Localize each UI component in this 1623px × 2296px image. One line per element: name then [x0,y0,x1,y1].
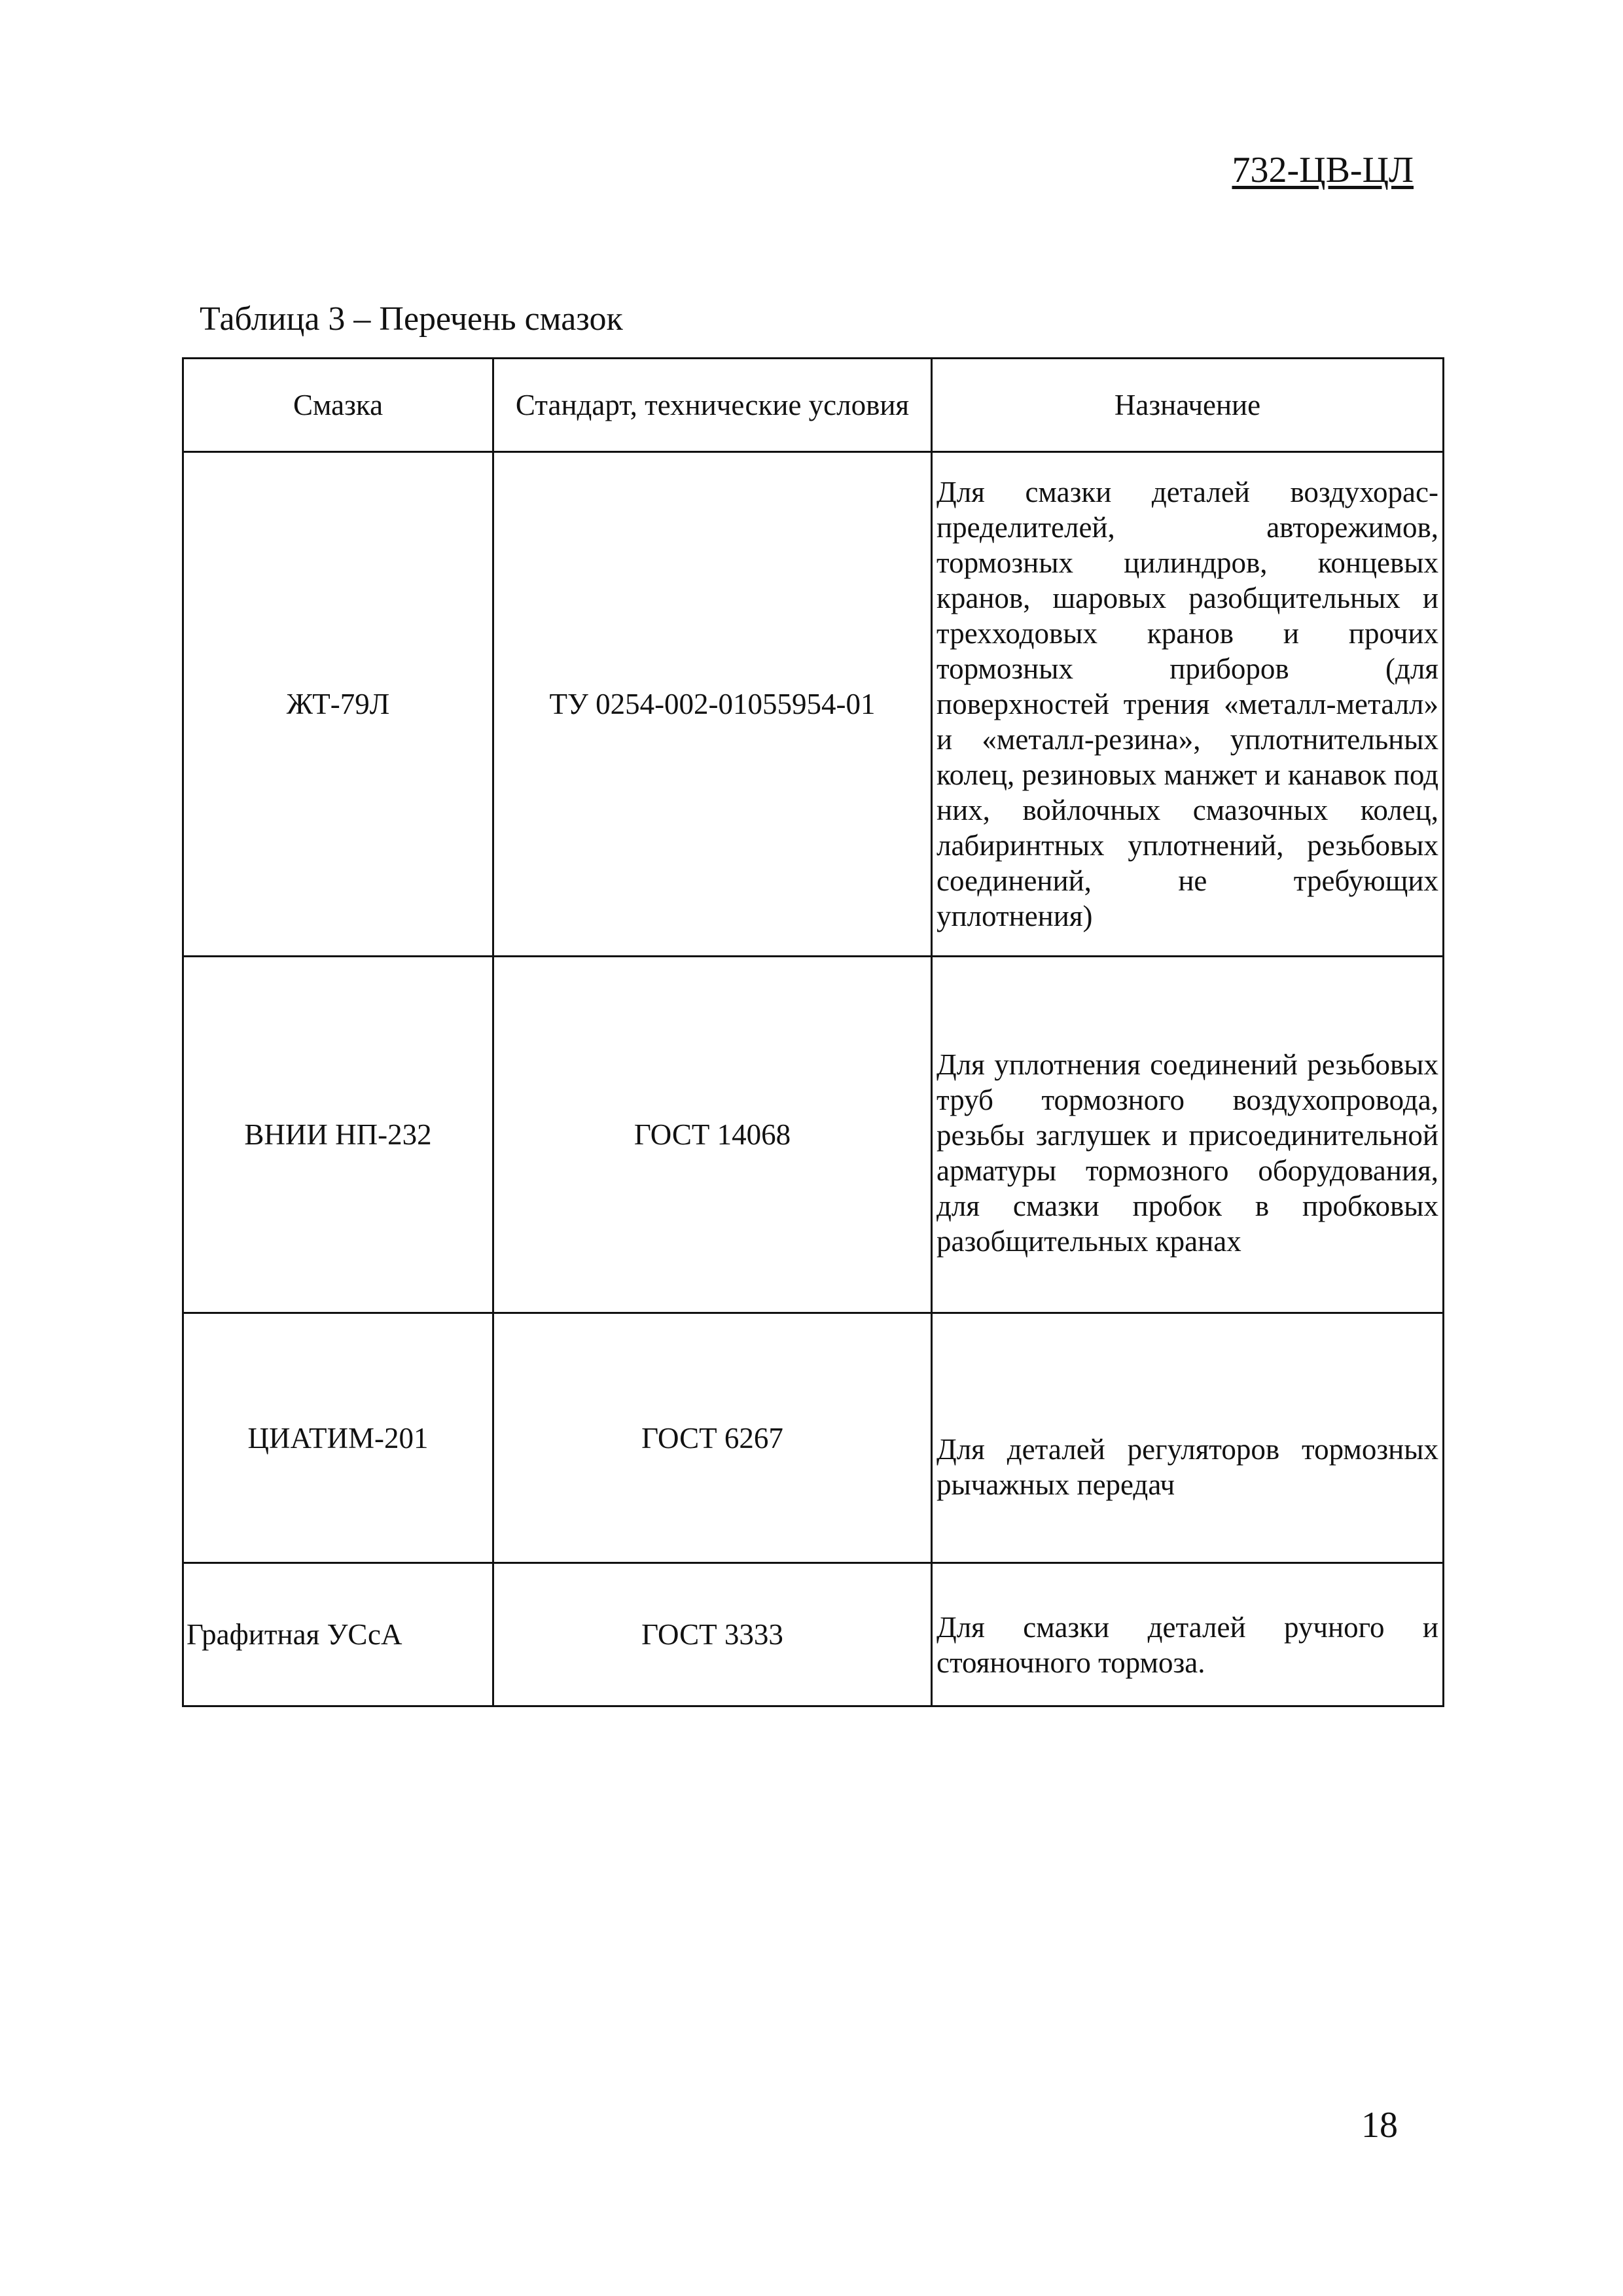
lubricant-standard: ГОСТ 3333 [493,1563,932,1706]
document-code: 732-ЦВ-ЦЛ [1232,150,1414,190]
column-header-purpose: Назначение [932,359,1444,452]
column-header-lubricant: Смазка [183,359,493,452]
table-row [183,452,1444,957]
table-header-row [183,359,1444,452]
table-row [183,957,1444,1313]
column-header-standard: Стандарт, технические условия [493,359,932,452]
lubricant-name: ЦИАТИМ-201 [183,1313,493,1563]
lubricant-purpose: Для смазки деталей воздухорас-пределителей, авторежимов, тормозных цилиндров, концевых кранов, шаровых разобщительных и трехходовых кранов и прочих тормозных приборов (для поверхностей трения «металл-металл» и «металл-резина», уплотнительных колец, резиновых манжет и канавок под них, войлочных смазочных колец, лабиринтных уплотнений, резьбовых соединений, не требующих уплотнения) [932,452,1444,957]
lubricant-name: ЖТ-79Л [183,452,493,957]
table-row [183,1313,1444,1563]
lubricant-standard: ТУ 0254-002-01055954-01 [493,452,932,957]
table-caption: Таблица 3 – Перечень смазок [200,300,623,338]
table-row [183,1563,1444,1706]
page-number: 18 [1361,2105,1398,2146]
lubricant-purpose: Для смазки деталей ручного и стояночного тормоза. [932,1563,1444,1706]
lubricant-purpose: Для уплотнения соединений резьбовых труб тормозного воздухопровода, резьбы заглушек и присоединительной арматуры тормозного оборудования, для смазки пробок в пробковых разобщительных кранах [932,957,1444,1313]
lubricant-name: ВНИИ НП-232 [183,957,493,1313]
lubricant-standard: ГОСТ 14068 [493,957,932,1313]
lubricant-name: Графитная УСсА [183,1563,493,1706]
lubricant-standard: ГОСТ 6267 [493,1313,932,1563]
lubricants-table [182,357,1444,1707]
lubricant-purpose: Для деталей регуляторов тормозных рычажных передач [932,1313,1444,1563]
